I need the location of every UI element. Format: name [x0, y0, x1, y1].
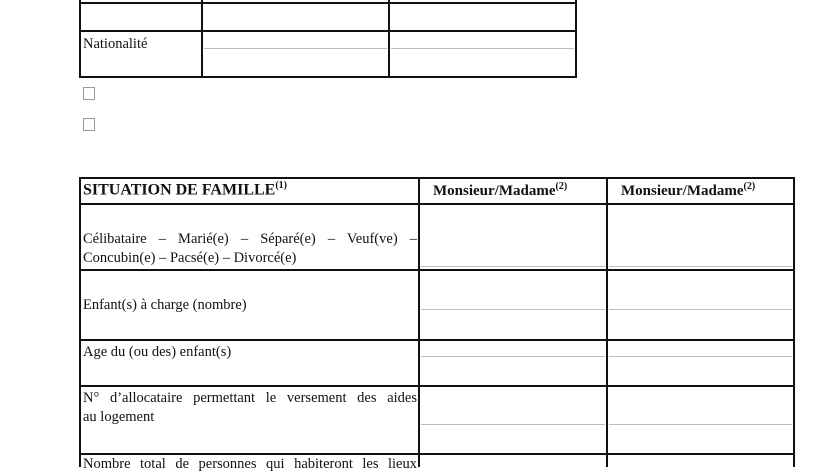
top-row-field-1[interactable]: [203, 4, 387, 30]
total-occupants-label: Nombre total de personnes qui habiteront les lieux: [83, 456, 417, 472]
nationality-field-2[interactable]: [390, 32, 574, 76]
column-header-2: Monsieur/Madame$^{(2)}$: [621, 181, 756, 199]
benefit-number-label: N° d’allocataire permettant le versement des aides au logement: [83, 390, 417, 425]
total-occupants-field-1[interactable]: [420, 455, 606, 467]
dependent-children-label: Enfant(s) à charge (nombre): [83, 297, 247, 313]
dependent-children-field-2[interactable]: [608, 271, 793, 339]
children-age-label: Age du (ou des) enfant(s): [83, 344, 232, 360]
children-age-field-1[interactable]: [420, 341, 606, 385]
nationality-field-1[interactable]: [203, 32, 387, 76]
nationality-label: Nationalité: [83, 36, 148, 52]
marital-status-field-1[interactable]: [420, 205, 606, 269]
benefit-number-field-2[interactable]: [608, 387, 793, 453]
marital-status-field-2[interactable]: [608, 205, 793, 269]
checkbox-2[interactable]: [83, 118, 95, 131]
dependent-children-field-1[interactable]: [420, 271, 606, 339]
children-age-field-2[interactable]: [608, 341, 793, 385]
checkbox-1[interactable]: [83, 87, 95, 100]
column-header-1: Monsieur/Madame$^{(2)}$: [433, 181, 568, 199]
family-table-title: SITUATION DE FAMILLE$^{(1)}$: [83, 180, 287, 199]
top-row-field-2[interactable]: [390, 4, 574, 30]
total-occupants-field-2[interactable]: [608, 455, 793, 467]
benefit-number-field-1[interactable]: [420, 387, 606, 453]
marital-status-label: Célibataire – Marié(e) – Séparé(e) – Veuf(ve) – Concubin(e) – Pacsé(e) – Divorcé(e): [83, 231, 417, 266]
